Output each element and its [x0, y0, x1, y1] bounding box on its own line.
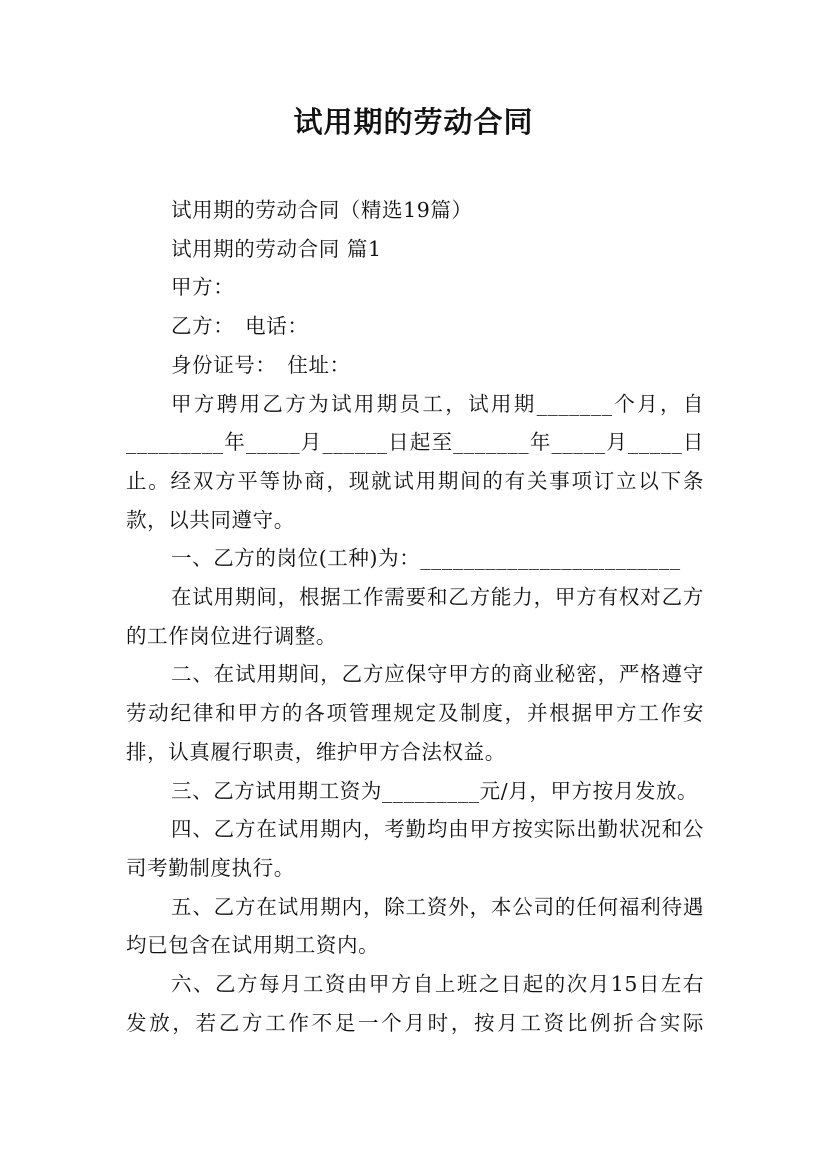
paragraph-clause-1-detail: 在试用期间，根据工作需要和乙方能力，甲方有权对乙方的工作岗位进行调整。	[126, 585, 704, 648]
paragraph-subtitle: 试用期的劳动合同（精选19篇）	[171, 198, 473, 222]
paragraph-clause-2: 二、在试用期间，乙方应保守甲方的商业秘密，严格遵守劳动纪律和甲方的各项管理规定及制度，并根据甲方工作安排，认真履行职责，维护甲方合法权益。	[126, 662, 704, 764]
paragraph-clause-3: 三、乙方试用期工资为_________元/月，甲方按月发放。	[171, 778, 699, 803]
paragraph-party-a: 甲方：	[171, 275, 235, 300]
paragraph-id-address: 身份证号： 住址：	[171, 352, 351, 377]
document-title: 试用期的劳动合同	[293, 105, 534, 139]
paragraph-clause-6: 六、乙方每月工资由甲方自上班之日起的次月15日左右发放，若乙方工作不足一个月时，按月工资比例折合实际	[126, 972, 704, 1035]
paragraph-clause-5: 五、乙方在试用期内，除工资外，本公司的任何福利待遇均已包含在试用期工资内。	[126, 894, 704, 958]
document-body	[126, 191, 704, 1042]
paragraph-probation-period: 甲方聘用乙方为试用期员工，试用期_______个月，自_________年_____月______日起至_______年_____月_____日止。经双方平等协商，现就试用期间的有关事项订立以下条款，以共同遵守。	[126, 391, 704, 532]
paragraph-party-b: 乙方： 电话：	[171, 314, 309, 339]
paragraph-clause-4: 四、乙方在试用期内，考勤均由甲方按实际出勤状况和公司考勤制度执行。	[126, 817, 704, 880]
paragraph-section-heading: 试用期的劳动合同 篇1	[171, 236, 382, 261]
paragraph-clause-1: 一、乙方的岗位(工种)为：________________________	[171, 546, 681, 571]
